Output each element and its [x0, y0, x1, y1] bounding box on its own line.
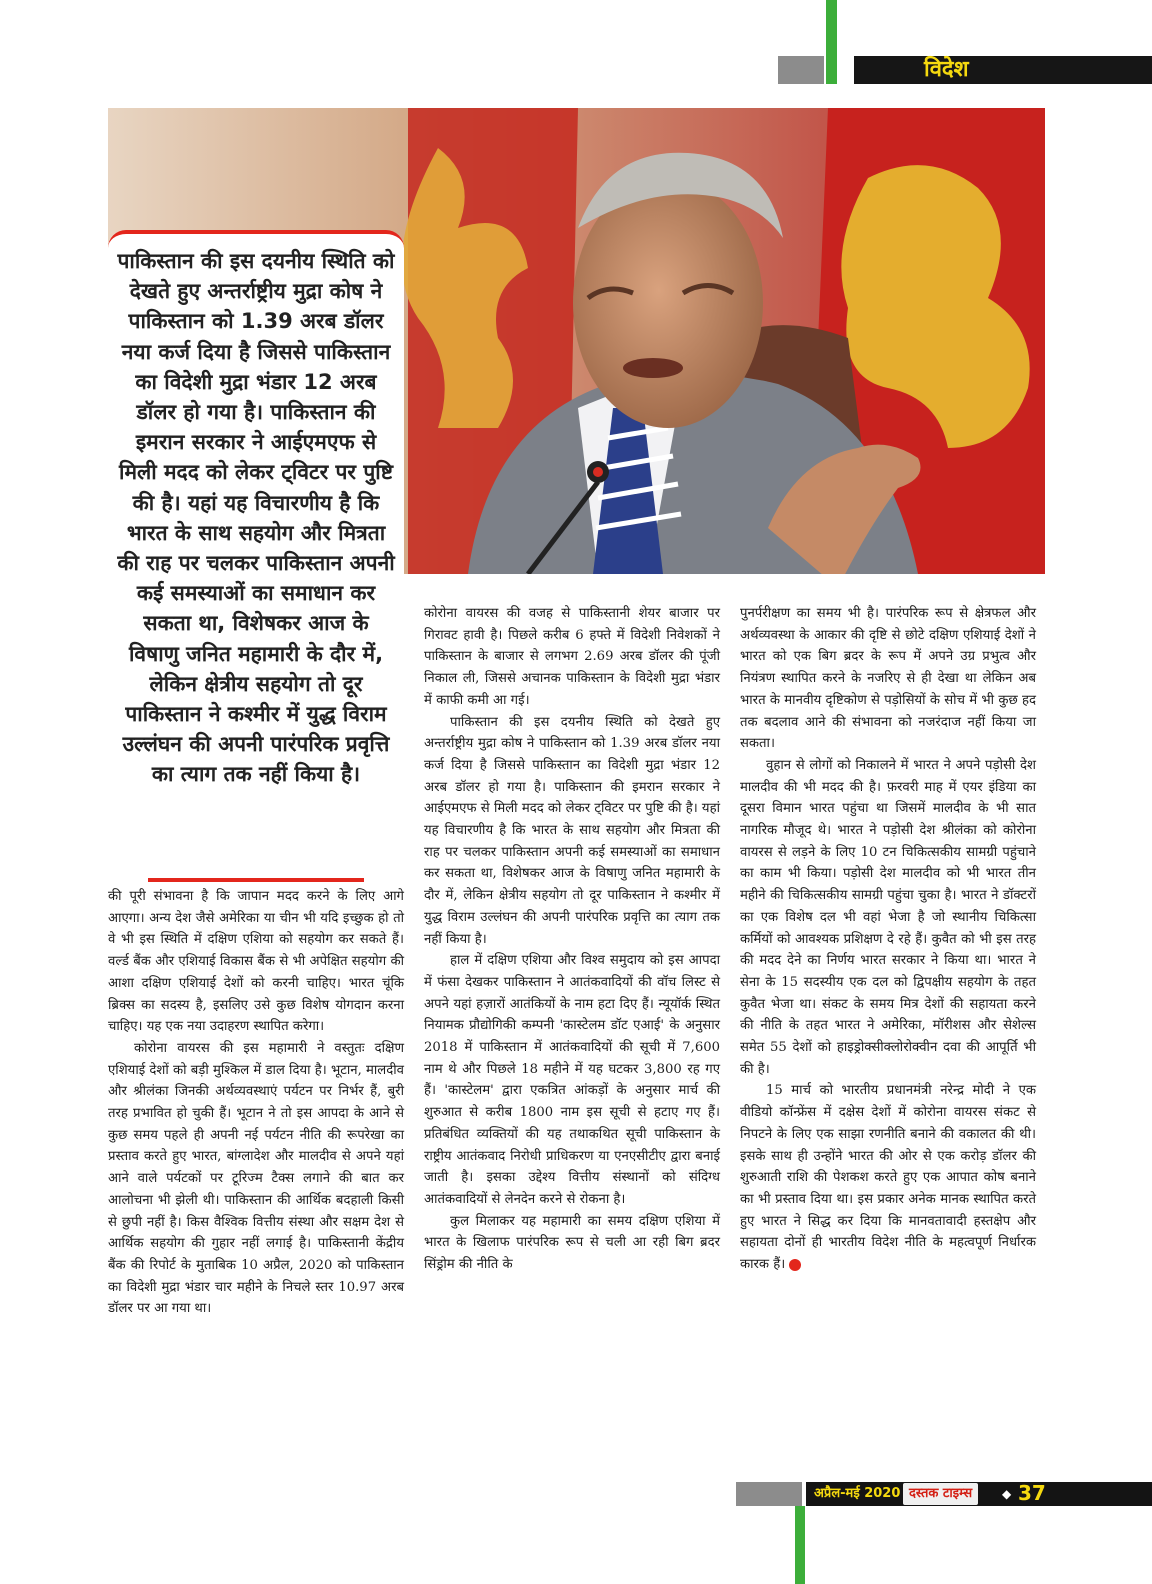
article-column-2: [424, 603, 720, 1276]
paragraph: की पूरी संभावना है कि जापान मदद करने के लिए आगे आएगा। अन्य देश जैसे अमेरिका या चीन भी यदि इच्छुक हो तो वे भी इस स्थिति में दक्षिण एशिया को सहयोग कर सकते हैं। वर्ल्ड बैंक और एशियाई विकास बैंक से भी अपेक्षित सहयोग की आशा दक्षिण एशियाई देशों को करनी चाहिए। भारत चूंकि ब्रिक्स का सदस्य है, इसलिए उसे कुछ विशेष योगदान करना चाहिए। यह एक नया उदाहरण स्थापित करेगा।: [108, 889, 404, 1035]
pull-quote-text: पाकिस्तान की इस दयनीय स्थिति को देखते हुए अन्तर्राष्ट्रीय मुद्रा कोष ने पाकिस्तान को 1.39 अरब डॉलर नया कर्ज दिया है जिससे पाकिस्तान का विदेशी मुद्रा भंडार 12 अरब डॉलर हो गया है। पाकिस्तान की इमरान सरकार ने आईएमएफ से मिली मदद को लेकर ट्विटर पर पुष्टि की है। यहां यह विचारणीय है कि भारत के साथ सहयोग और मित्रता की राह पर चलकर पाकिस्तान अपनी कई समस्याओं का समाधान कर सकता था, विशेषकर आज के विषाणु जनित महामारी के दौर में, लेकिन क्षेत्रीय सहयोग तो दूर पाकिस्तान ने कश्मीर में युद्ध विराम उल्लंघन की अपनी पारंपरिक प्रवृत्ति का त्याग तक नहीं किया है।: [117, 249, 395, 787]
paragraph-last: [740, 1080, 1036, 1275]
paragraph: कोरोना वायरस की इस महामारी ने वस्तुतः दक्षिण एशियाई देशों को बड़ी मुश्किल में डाल दिया है। भूटान, मालदीव और श्रीलंका जिनकी अर्थव्यवस्थाएं पर्यटन पर निर्भर हैं, बुरी तरह प्रभावित हो चुकी हैं। भूटान ने तो इस आपदा के आने से कुछ समय पहले ही अपनी नई पर्यटन नीति की रूपरेखा का प्रस्ताव करते हुए भारत, बांग्लादेश और मालदीव से अपने यहां आने वाले पर्यटकों पर टूरिज्म टैक्स लगाने की बात कर आलोचना भी झेली थी। पाकिस्तान की आर्थिक बदहाली किसी से छुपी नहीं है। किस वैश्विक वित्तीय संस्था और सक्षम देश से आर्थिक सहयोग की गुहार नहीं लगाई है। पाकिस्तानी केंद्रीय बैंक की रिपोर्ट के मुताबिक 10 अप्रैल, 2020 को पाकिस्तान का विदेशी मुद्रा भंडार चार महीने के निचले स्तर 10.97 अरब डॉलर पर आ गया था।: [108, 1040, 404, 1317]
footer-grey-tab: [736, 1482, 802, 1506]
paragraph: पुनर्परीक्षण का समय भी है। पारंपरिक रूप से क्षेत्रफल और अर्थव्यवस्था के आकार की दृष्टि से छोटे दक्षिण एशियाई देशों ने भारत को एक बिग ब्रदर के रूप में अपने उग्र प्रभुत्व और नियंत्रण स्थापित करने के नजरिए से ही देखा था लेकिन अब भारत के मानवीय दृष्टिकोण से पड़ोसियों के सोच में भी कुछ हद तक बदलाव आने की संभावना को नजरंदाज नहीं किया जा सकता।: [740, 606, 1036, 752]
paragraph: हाल में दक्षिण एशिया और विश्व समुदाय को इस आपदा में फंसा देखकर पाकिस्तान ने आतंकवादियों की वॉच लिस्ट से अपने यहां हज़ारों आतंकियों के नाम हटा दिए हैं। न्यूयॉर्क स्थित नियामक प्रौद्योगिकी कम्पनी 'कास्टेलम डॉट एआई' के अनुसार 2018 में पाकिस्तान में आतंकवादियों की सूची में 7,600 नाम थे और पिछले 18 महीने में यह घटकर 3,800 रह गए हैं। 'कास्टेलम' द्वारा एकत्रित आंकड़ों के अनुसार मार्च की शुरुआत से करीब 1800 नाम इस सूची से हटाए गए हैं। प्रतिबंधित व्यक्तियों की यह तथाकथित सूची पाकिस्तान के राष्ट्रीय आतंकवाद निरोधी प्राधिकरण या एनएसीटीए द्वारा बनाई जाती है। इसका उद्देश्य वित्तीय संस्थानों को संदिग्ध आतंकवादियों से लेनदेन करने से रोकना है।: [424, 953, 720, 1207]
top-green-rule: [826, 0, 837, 84]
paragraph: कोरोना वायरस की वजह से पाकिस्तानी शेयर बाजार पर गिरावट हावी है। पिछले करीब 6 हफ्ते में विदेशी निवेशकों ने पाकिस्तान के बाजार से लगभग 2.69 अरब डॉलर की पूंजी निकाल ली, जिससे अचानक पाकिस्तान के विदेशी मुद्रा भंडार में काफी कमी आ गई।: [424, 606, 720, 708]
page-number: 37: [1018, 1481, 1046, 1505]
issue-date: अप्रैल-मई 2020: [814, 1486, 901, 1501]
paragraph: कुल मिलाकर यह महामारी का समय दक्षिण एशिया में भारत के खिलाफ पारंपरिक रूप से चली आ रही बिग ब्रदर सिंड्रोम की नीति के: [424, 1213, 720, 1273]
paragraph: वुहान से लोगों को निकालने में भारत ने अपने पड़ोसी देश मालदीव की भी मदद की है। फ़रवरी माह में एयर इंडिया का दूसरा विमान भारत पहुंचा था जिसमें मालदीव के भी सात नागरिक मौजूद थे। भारत ने पड़ोसी देश श्रीलंका को कोरोना वायरस से लड़ने के लिए 10 टन चिकित्सकीय सामग्री पहुंचाने का काम भी किया। पड़ोसी देश मालदीव को भी भारत तीन महीने की चिकित्सकीय सामग्री पहुंचा चुका है। भारत ने डॉक्टरों का एक विशेष दल भी वहां भेजा है जो स्थानीय चिकित्सा कर्मियों को आवश्यक प्रशिक्षण दे रहे हैं। कुवैत को भी इस तरह की मदद देने का निर्णय भारत सरकार ने किया था। भारत ने सेना के 15 सदस्यीय एक दल को द्विपक्षीय सहयोग के तहत कुवैत भेजा था। संकट के समय मित्र देशों की सहायता करने की नीति के तहत भारत ने अमेरिका, मॉरीशस और सेशेल्स समेत 55 देशों को हाइड्रोक्सीक्लोरोक्वीन दवा की आपूर्ति भी की है।: [740, 757, 1036, 1077]
article-column-3: [740, 603, 1036, 1276]
end-mark-icon: [789, 1259, 801, 1271]
paragraph-text: 15 मार्च को भारतीय प्रधानमंत्री नरेन्द्र मोदी ने एक वीडियो कॉन्फ्रेंस में दक्षेस देशों में कोरोना वायरस संकट से निपटने के लिए एक साझा रणनीति बनाने की वकालत की थी। इसके साथ ही उन्होंने भारत की ओर से एक करोड़ डॉलर की शुरुआती राशि की पेशकश करते हुए एक आपात कोष बनाने का भी प्रस्ताव दिया था। इस प्रकार अनेक मानक स्थापित करते हुए भारत ने सिद्ध कर दिया कि मानवतावादी हस्तक्षेप और सहायता दोनों ही भारतीय विदेश नीति के महत्वपूर्ण निर्धारक कारक हैं।: [740, 1083, 1036, 1273]
bottom-green-rule: [795, 1506, 805, 1584]
section-label: विदेश: [854, 56, 1152, 84]
pull-quote-rule: [148, 878, 364, 882]
paragraph: पाकिस्तान की इस दयनीय स्थिति को देखते हुए अन्तर्राष्ट्रीय मुद्रा कोष ने पाकिस्तान को 1.39 अरब डॉलर नया कर्ज दिया है जिससे पाकिस्तान का विदेशी मुद्रा भंडार 12 अरब डॉलर हो गया है। पाकिस्तान की इमरान सरकार ने आईएमएफ से मिली मदद को लेकर ट्विटर पर पुष्टि की है। यहां यह विचारणीय है कि भारत के साथ सहयोग और मित्रता की राह पर चलकर पाकिस्तान अपनी कई समस्याओं का समाधान कर सकता था, विशेषकर आज के विषाणु जनित महामारी के दौर में, लेकिन क्षेत्रीय सहयोग तो दूर पाकिस्तान ने कश्मीर में युद्ध विराम उल्लंघन की अपनी पारंपरिक प्रवृत्ति का त्याग तक नहीं किया है।: [424, 714, 720, 947]
top-grey-tab: [778, 56, 824, 84]
diamond-separator-icon: ◆: [1002, 1487, 1012, 1501]
article-column-1: [108, 886, 404, 1320]
magazine-logo: दस्तक टाइम्स: [903, 1483, 978, 1505]
pull-quote: [108, 230, 404, 882]
